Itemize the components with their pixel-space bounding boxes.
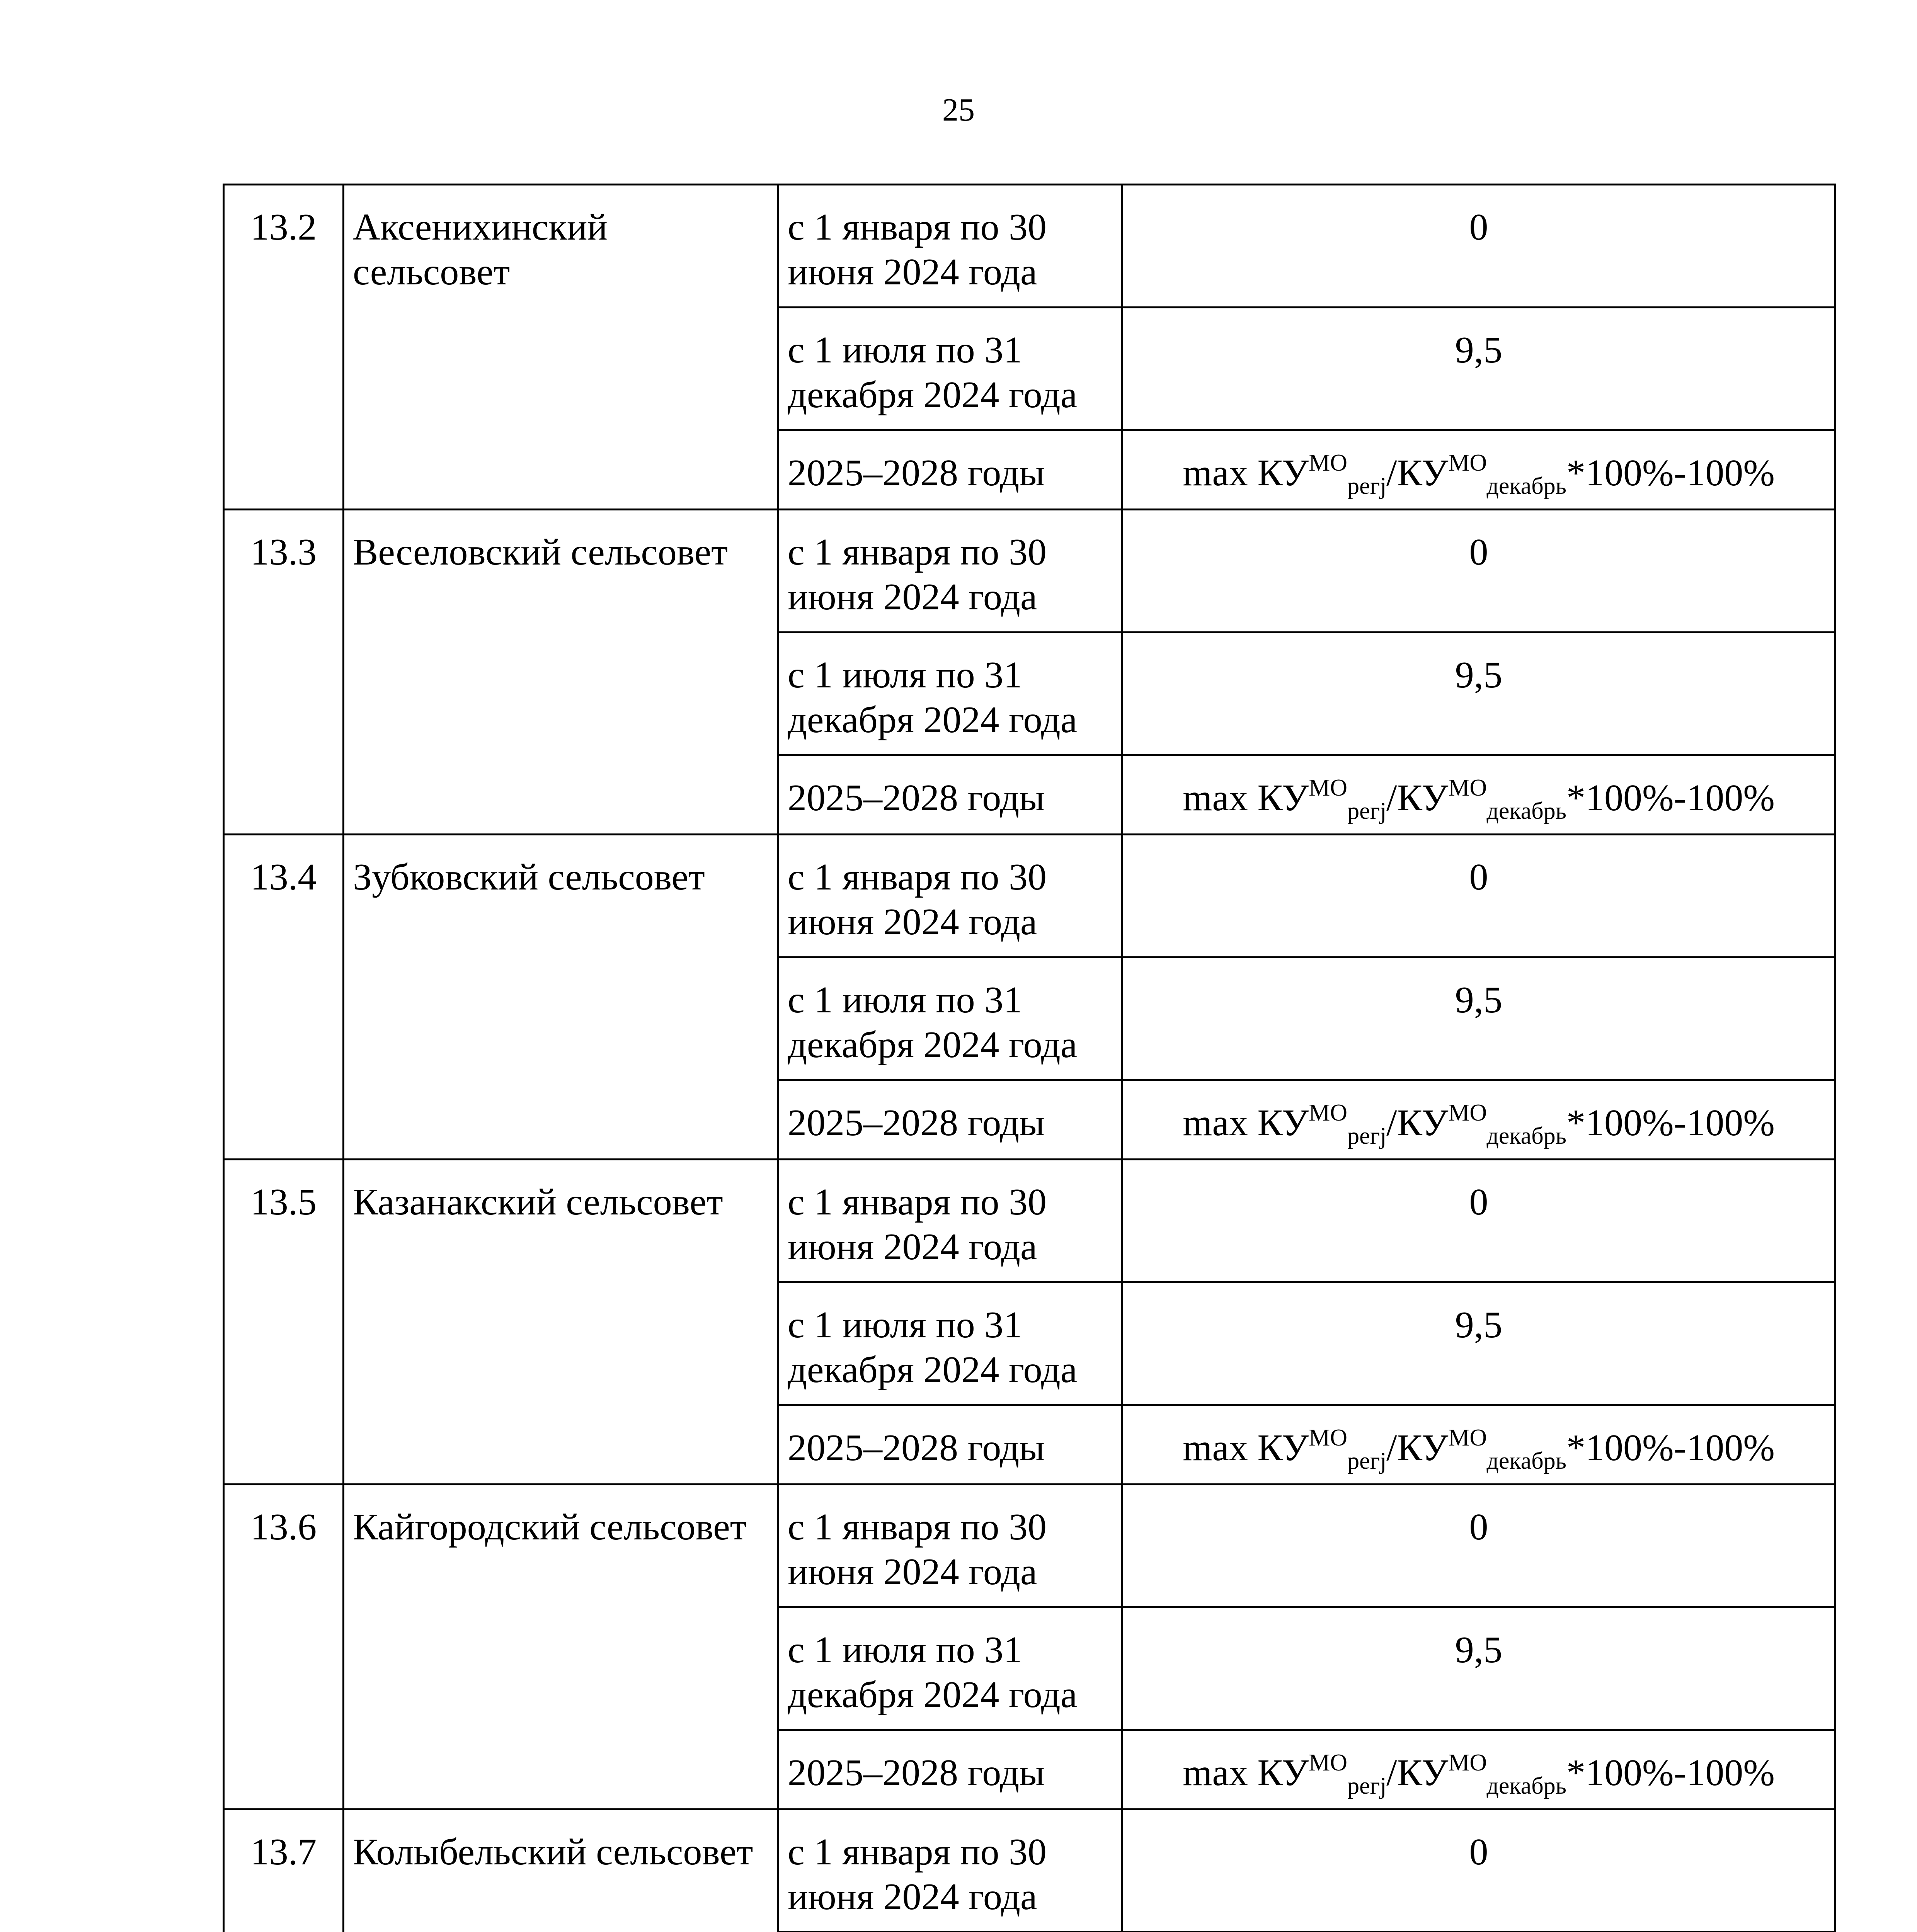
municipality-name: Зубковский сельсовет <box>344 835 778 1160</box>
table-row <box>224 1485 1835 1607</box>
row-number: 13.3 <box>224 510 344 835</box>
value-second-half: 9,5 <box>1122 1607 1835 1730</box>
period-second-half: с 1 июля по 31 декабря 2024 года <box>778 308 1122 430</box>
period-first-half: с 1 января по 30 июня 2024 года <box>778 835 1122 957</box>
period-2025-2028: 2025–2028 годы <box>778 755 1122 835</box>
period-2025-2028: 2025–2028 годы <box>778 1080 1122 1160</box>
table-row <box>224 185 1835 308</box>
period-2025-2028: 2025–2028 годы <box>778 1405 1122 1485</box>
rates-table <box>223 184 1836 1932</box>
period-2025-2028: 2025–2028 годы <box>778 1730 1122 1810</box>
value-second-half: 9,5 <box>1122 633 1835 755</box>
formula-cell: $\max КУ^{МО}_{регj}/КУ^{МО}_{декабрь}*100\%-100\%$ <box>1122 755 1835 835</box>
period-second-half: с 1 июля по 31 декабря 2024 года <box>778 957 1122 1080</box>
period-second-half: с 1 июля по 31 декабря 2024 года <box>778 633 1122 755</box>
formula-cell: $\max КУ^{МО}_{регj}/КУ^{МО}_{декабрь}*100\%-100\%$ <box>1122 1080 1835 1160</box>
municipality-name: Аксенихинский сельсовет <box>344 185 778 510</box>
row-number: 13.2 <box>224 185 344 510</box>
value-first-half: 0 <box>1122 185 1835 308</box>
value-second-half: 9,5 <box>1122 1282 1835 1405</box>
table-body <box>224 185 1835 1932</box>
value-first-half: 0 <box>1122 1810 1835 1932</box>
table-row <box>224 835 1835 957</box>
formula-cell: $\max КУ^{МО}_{регj}/КУ^{МО}_{декабрь}*100\%-100\%$ <box>1122 1730 1835 1810</box>
period-first-half: с 1 января по 30 июня 2024 года <box>778 1160 1122 1282</box>
value-second-half: 9,5 <box>1122 957 1835 1080</box>
row-number: 13.7 <box>224 1810 344 1932</box>
municipality-name: Кайгородский сельсовет <box>344 1485 778 1810</box>
period-first-half: с 1 января по 30 июня 2024 года <box>778 1485 1122 1607</box>
period-second-half: с 1 июля по 31 декабря 2024 года <box>778 1607 1122 1730</box>
row-number: 13.5 <box>224 1160 344 1485</box>
municipality-name: Казанакский сельсовет <box>344 1160 778 1485</box>
period-2025-2028: 2025–2028 годы <box>778 430 1122 510</box>
value-first-half: 0 <box>1122 1160 1835 1282</box>
page-number: 25 <box>942 92 975 128</box>
value-first-half: 0 <box>1122 510 1835 633</box>
table-row <box>224 1810 1835 1932</box>
formula-cell: $\max КУ^{МО}_{регj}/КУ^{МО}_{декабрь}*100\%-100\%$ <box>1122 1405 1835 1485</box>
row-number: 13.6 <box>224 1485 344 1810</box>
period-second-half: с 1 июля по 31 декабря 2024 года <box>778 1282 1122 1405</box>
value-first-half: 0 <box>1122 1485 1835 1607</box>
period-first-half: с 1 января по 30 июня 2024 года <box>778 1810 1122 1932</box>
formula-cell: $\max КУ^{МО}_{регj}/КУ^{МО}_{декабрь}*100\%-100\%$ <box>1122 430 1835 510</box>
municipality-name: Веселовский сельсовет <box>344 510 778 835</box>
table-row <box>224 1160 1835 1282</box>
value-second-half: 9,5 <box>1122 308 1835 430</box>
row-number: 13.4 <box>224 835 344 1160</box>
period-first-half: с 1 января по 30 июня 2024 года <box>778 185 1122 308</box>
period-first-half: с 1 января по 30 июня 2024 года <box>778 510 1122 633</box>
municipality-name: Колыбельский сельсовет <box>344 1810 778 1932</box>
value-first-half: 0 <box>1122 835 1835 957</box>
table-row <box>224 510 1835 633</box>
